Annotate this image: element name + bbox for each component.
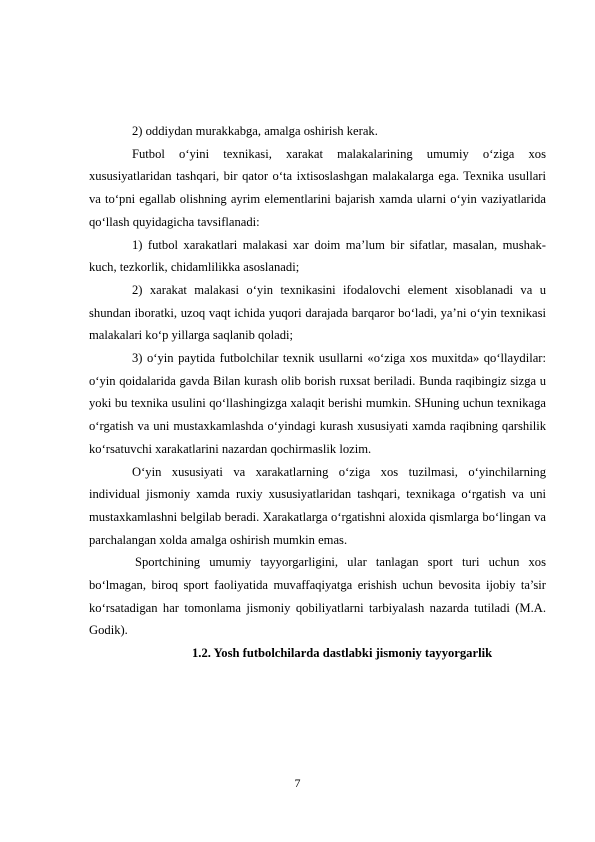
paragraph-5: 3) o‘yin paytida futbolchilar texnik usullarni «o‘ziga xos muxitda» qo‘llaydilar: o‘yin qoidalarida gavda Bilan kurash olib borish ruxsat beriladi. Bunda raqibingiz sizga u yoki bu texnika usulini qo‘llashingizga xalaqit berishi mumkin. SHuning uchun texnikaga o‘rgatish va uni mustaxkamlashda o‘yindagi kurash xususiyati xamda raqibning qarshilik ko‘rsatuvchi xarakatlarini nazardan qochirmaslik lozim. <box>89 351 546 456</box>
page-number: 7 <box>294 776 301 790</box>
paragraph-2: Futbol o‘yini texnikasi, xarakat malakalarining umumiy o‘ziga xos xususiyatlaridan tashqari, bir qator o‘ta ixtisoslashgan malakalarga ega. Texnika usullari va to‘pni egallab olishning ayrim elementlarini bajarish xamda ularni o‘yin vaziyatlarida qo‘llash quyidagicha tavsiflanadi: <box>89 146 546 229</box>
paragraph-1: 2) oddiydan murakkabga, amalga oshirish kerak. <box>132 124 378 138</box>
paragraph-6: O‘yin xususiyati va xarakatlarning o‘ziga xos tuzilmasi, o‘yinchilarning individual jismoniy xamda ruxiy xususiyatlaridan tashqari, texnikaga o‘rgatish va uni mustaxkamlashni belgilab beradi. Xarakatlarga o‘rgatishni aloxida qismlarga bo‘lingan va parchalangan xolda amalga oshirish mumkin emas. <box>89 464 546 547</box>
page-body <box>89 120 546 665</box>
paragraph-4: 2) xarakat malakasi o‘yin texnikasini ifodalovchi element xisoblanadi va u shundan iboratki, uzoq vaqt ichida yuqori darajada barqaror bo‘ladi, ya’ni o‘yin texnikasi malakalari ko‘p yillarga saqlanib qoladi; <box>89 282 546 343</box>
section-heading: 1.2. Yosh futbolchilarda dastlabki jismoniy tayyorgarlik <box>192 646 493 661</box>
paragraph-7: Sportchining umumiy tayyorgarligini, ular tanlagan sport turi uchun xos bo‘lmagan, biroq sport faoliyatida muvaffaqiyatga erishish uchun bevosita ijobiy ta’sir ko‘rsatadigan har tomonlama jismoniy qobiliyatlarni tarbiyalash nazarda tutiladi (M.A. Godik). <box>89 555 546 638</box>
paragraph-3: 1) futbol xarakatlari malakasi xar doim ma’lum bir sifatlar, masalan, mushak-kuch, tezkorlik, chidamlilikka asoslanadi; <box>89 237 546 275</box>
